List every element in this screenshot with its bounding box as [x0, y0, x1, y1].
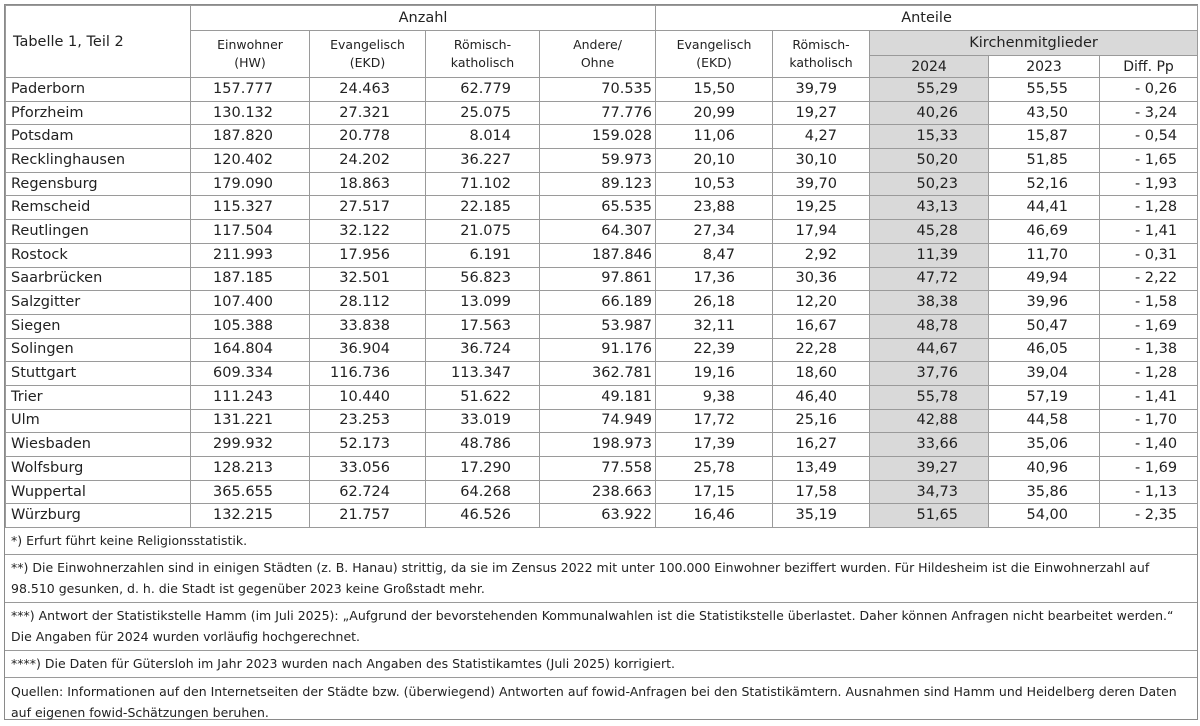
cell-kirchenmitglieder-2023: 55,55 — [989, 78, 1100, 102]
cell-city: Trier — [6, 385, 191, 409]
cell-anteil-evangelisch: 26,18 — [656, 291, 773, 315]
cell-kirchenmitglieder-2023: 57,19 — [989, 385, 1100, 409]
cell-anteil-evangelisch: 22,39 — [656, 338, 773, 362]
cell-anteil-evangelisch: 17,15 — [656, 480, 773, 504]
table-row — [6, 480, 1198, 504]
cell-roemisch-katholisch: 48.786 — [426, 433, 540, 457]
cell-city: Rostock — [6, 243, 191, 267]
cell-evangelisch: 62.724 — [310, 480, 426, 504]
cell-andere-ohne: 238.663 — [540, 480, 656, 504]
cell-kirchenmitglieder-2023: 35,06 — [989, 433, 1100, 457]
cell-andere-ohne: 198.973 — [540, 433, 656, 457]
footnotes — [5, 528, 1197, 677]
cell-diff-pp: - 1,65 — [1100, 149, 1198, 173]
table-body — [6, 78, 1198, 528]
cell-kirchenmitglieder-2024: 48,78 — [870, 314, 989, 338]
table-row — [6, 220, 1198, 244]
cell-diff-pp: - 0,31 — [1100, 243, 1198, 267]
table-row — [6, 125, 1198, 149]
cell-diff-pp: - 1,28 — [1100, 362, 1198, 386]
cell-andere-ohne: 91.176 — [540, 338, 656, 362]
cell-andere-ohne: 65.535 — [540, 196, 656, 220]
cell-diff-pp: - 1,38 — [1100, 338, 1198, 362]
cell-kirchenmitglieder-2023: 51,85 — [989, 149, 1100, 173]
cell-evangelisch: 23.253 — [310, 409, 426, 433]
cell-evangelisch: 24.463 — [310, 78, 426, 102]
cell-diff-pp: - 1,93 — [1100, 172, 1198, 196]
col-header-einwohner: Einwohner (HW) — [191, 31, 310, 78]
footnote-3: ***) Antwort der Statistikstelle Hamm (im Juli 2025): „Aufgrund der bevorstehenden Kommunalwahlen ist die Statistikstelle überlastet. Daher können Anfragen nicht bearbeitet werden.“ Die Angaben für 2024 wurden vorläufig hochgerechnet. — [5, 602, 1197, 650]
cell-city: Salzgitter — [6, 291, 191, 315]
cell-andere-ohne: 70.535 — [540, 78, 656, 102]
cell-kirchenmitglieder-2023: 46,05 — [989, 338, 1100, 362]
cell-city: Wiesbaden — [6, 433, 191, 457]
cell-roemisch-katholisch: 64.268 — [426, 480, 540, 504]
cell-diff-pp: - 1,41 — [1100, 385, 1198, 409]
cell-city: Siegen — [6, 314, 191, 338]
cell-kirchenmitglieder-2023: 52,16 — [989, 172, 1100, 196]
cell-andere-ohne: 77.558 — [540, 457, 656, 481]
cell-anteil-evangelisch: 32,11 — [656, 314, 773, 338]
cell-kirchenmitglieder-2024: 11,39 — [870, 243, 989, 267]
cell-roemisch-katholisch: 22.185 — [426, 196, 540, 220]
cell-city: Remscheid — [6, 196, 191, 220]
cell-kirchenmitglieder-2024: 15,33 — [870, 125, 989, 149]
cell-anteil-evangelisch: 16,46 — [656, 504, 773, 528]
cell-anteil-evangelisch: 17,36 — [656, 267, 773, 291]
cell-diff-pp: - 1,40 — [1100, 433, 1198, 457]
table-row — [6, 149, 1198, 173]
cell-anteil-roemisch: 12,20 — [773, 291, 870, 315]
cell-roemisch-katholisch: 36.227 — [426, 149, 540, 173]
cell-einwohner: 157.777 — [191, 78, 310, 102]
cell-evangelisch: 33.056 — [310, 457, 426, 481]
cell-anteil-roemisch: 46,40 — [773, 385, 870, 409]
cell-kirchenmitglieder-2024: 47,72 — [870, 267, 989, 291]
cell-anteil-roemisch: 30,10 — [773, 149, 870, 173]
cell-anteil-roemisch: 4,27 — [773, 125, 870, 149]
cell-einwohner: 128.213 — [191, 457, 310, 481]
cell-city: Pforzheim — [6, 101, 191, 125]
cell-anteil-evangelisch: 20,99 — [656, 101, 773, 125]
col-header-2024: 2024 — [870, 56, 989, 78]
cell-anteil-roemisch: 19,27 — [773, 101, 870, 125]
cell-anteil-evangelisch: 9,38 — [656, 385, 773, 409]
table-row — [6, 385, 1198, 409]
cell-anteil-roemisch: 16,27 — [773, 433, 870, 457]
cell-evangelisch: 27.321 — [310, 101, 426, 125]
cell-einwohner: 120.402 — [191, 149, 310, 173]
cell-kirchenmitglieder-2024: 37,76 — [870, 362, 989, 386]
cell-evangelisch: 32.122 — [310, 220, 426, 244]
cell-einwohner: 115.327 — [191, 196, 310, 220]
cell-city: Wolfsburg — [6, 457, 191, 481]
table-row — [6, 504, 1198, 528]
cell-anteil-evangelisch: 10,53 — [656, 172, 773, 196]
cell-kirchenmitglieder-2024: 42,88 — [870, 409, 989, 433]
cell-einwohner: 365.655 — [191, 480, 310, 504]
group-header-kirchenmitglieder: Kirchenmitglieder — [870, 31, 1198, 56]
cell-roemisch-katholisch: 21.075 — [426, 220, 540, 244]
cell-evangelisch: 116.736 — [310, 362, 426, 386]
table-row — [6, 172, 1198, 196]
cell-einwohner: 111.243 — [191, 385, 310, 409]
cell-anteil-roemisch: 22,28 — [773, 338, 870, 362]
cell-kirchenmitglieder-2024: 40,26 — [870, 101, 989, 125]
table-row — [6, 267, 1198, 291]
cell-anteil-evangelisch: 17,72 — [656, 409, 773, 433]
cell-diff-pp: - 1,13 — [1100, 480, 1198, 504]
document-frame — [4, 4, 1198, 720]
cell-kirchenmitglieder-2024: 55,78 — [870, 385, 989, 409]
cell-roemisch-katholisch: 36.724 — [426, 338, 540, 362]
cell-evangelisch: 10.440 — [310, 385, 426, 409]
cell-kirchenmitglieder-2023: 40,96 — [989, 457, 1100, 481]
cell-kirchenmitglieder-2023: 49,94 — [989, 267, 1100, 291]
cell-andere-ohne: 362.781 — [540, 362, 656, 386]
cell-city: Solingen — [6, 338, 191, 362]
cell-anteil-evangelisch: 25,78 — [656, 457, 773, 481]
cell-einwohner: 130.132 — [191, 101, 310, 125]
cell-anteil-roemisch: 35,19 — [773, 504, 870, 528]
group-header-anzahl: Anzahl — [191, 6, 656, 31]
cell-roemisch-katholisch: 56.823 — [426, 267, 540, 291]
footnote-2: **) Die Einwohnerzahlen sind in einigen Städten (z. B. Hanau) strittig, da sie im Zensus 2022 mit unter 100.000 Einwohner beziffert wurden. Für Hildesheim ist die Einwohnerzahl auf 98.510 gesunken, d. h. die Stadt ist gegenüber 2023 keine Großstadt mehr. — [5, 554, 1197, 602]
col-header-anteil-roemisch: Römisch- katholisch — [773, 31, 870, 78]
cell-andere-ohne: 64.307 — [540, 220, 656, 244]
cell-kirchenmitglieder-2023: 43,50 — [989, 101, 1100, 125]
cell-roemisch-katholisch: 25.075 — [426, 101, 540, 125]
table-row — [6, 457, 1198, 481]
cell-city: Recklinghausen — [6, 149, 191, 173]
cell-roemisch-katholisch: 113.347 — [426, 362, 540, 386]
cell-kirchenmitglieder-2024: 43,13 — [870, 196, 989, 220]
cell-roemisch-katholisch: 46.526 — [426, 504, 540, 528]
cell-kirchenmitglieder-2024: 51,65 — [870, 504, 989, 528]
cell-city: Würzburg — [6, 504, 191, 528]
col-header-evangelisch: Evangelisch (EKD) — [310, 31, 426, 78]
table-row — [6, 196, 1198, 220]
cell-kirchenmitglieder-2024: 45,28 — [870, 220, 989, 244]
cell-kirchenmitglieder-2023: 39,04 — [989, 362, 1100, 386]
cell-andere-ohne: 66.189 — [540, 291, 656, 315]
cell-anteil-roemisch: 13,49 — [773, 457, 870, 481]
col-header-diff: Diff. Pp — [1100, 56, 1198, 78]
cell-diff-pp: - 1,58 — [1100, 291, 1198, 315]
cell-andere-ohne: 59.973 — [540, 149, 656, 173]
cell-diff-pp: - 1,28 — [1100, 196, 1198, 220]
cell-diff-pp: - 0,54 — [1100, 125, 1198, 149]
cell-kirchenmitglieder-2024: 55,29 — [870, 78, 989, 102]
cell-kirchenmitglieder-2024: 44,67 — [870, 338, 989, 362]
cell-andere-ohne: 63.922 — [540, 504, 656, 528]
cell-evangelisch: 33.838 — [310, 314, 426, 338]
cell-anteil-roemisch: 17,94 — [773, 220, 870, 244]
cell-city: Paderborn — [6, 78, 191, 102]
table-row — [6, 362, 1198, 386]
cell-diff-pp: - 2,22 — [1100, 267, 1198, 291]
cell-kirchenmitglieder-2023: 44,58 — [989, 409, 1100, 433]
cell-city: Ulm — [6, 409, 191, 433]
cell-anteil-roemisch: 30,36 — [773, 267, 870, 291]
cell-anteil-roemisch: 25,16 — [773, 409, 870, 433]
cell-andere-ohne: 77.776 — [540, 101, 656, 125]
footnote-1: *) Erfurt führt keine Religionsstatistik. — [11, 533, 248, 549]
group-header-anteile: Anteile — [656, 6, 1198, 31]
table-row — [6, 409, 1198, 433]
cell-diff-pp: - 1,41 — [1100, 220, 1198, 244]
table-row — [6, 433, 1198, 457]
cell-einwohner: 179.090 — [191, 172, 310, 196]
cell-diff-pp: - 3,24 — [1100, 101, 1198, 125]
cell-anteil-roemisch: 19,25 — [773, 196, 870, 220]
cell-kirchenmitglieder-2023: 39,96 — [989, 291, 1100, 315]
sources-note: Quellen: Informationen auf den Internetseiten der Städte bzw. (überwiegend) Antworten auf fowid-Anfragen bei den Statistikämtern. Ausnahmen sind Hamm und Heidelberg deren Daten auf eigenen fowid-Schätzungen beruhen. — [5, 677, 1197, 726]
table-row — [6, 78, 1198, 102]
cell-roemisch-katholisch: 8.014 — [426, 125, 540, 149]
cell-einwohner: 609.334 — [191, 362, 310, 386]
cell-anteil-roemisch: 39,79 — [773, 78, 870, 102]
cell-anteil-roemisch: 16,67 — [773, 314, 870, 338]
cell-einwohner: 131.221 — [191, 409, 310, 433]
cell-city: Wuppertal — [6, 480, 191, 504]
cell-roemisch-katholisch: 6.191 — [426, 243, 540, 267]
cell-anteil-evangelisch: 19,16 — [656, 362, 773, 386]
cell-city: Saarbrücken — [6, 267, 191, 291]
cell-evangelisch: 17.956 — [310, 243, 426, 267]
cell-diff-pp: - 0,26 — [1100, 78, 1198, 102]
col-header-2023: 2023 — [989, 56, 1100, 78]
cell-diff-pp: - 1,69 — [1100, 457, 1198, 481]
table-row — [6, 291, 1198, 315]
table-row — [6, 338, 1198, 362]
cell-anteil-evangelisch: 27,34 — [656, 220, 773, 244]
cell-anteil-evangelisch: 17,39 — [656, 433, 773, 457]
cell-anteil-evangelisch: 15,50 — [656, 78, 773, 102]
table-row — [6, 243, 1198, 267]
cell-evangelisch: 27.517 — [310, 196, 426, 220]
cell-einwohner: 117.504 — [191, 220, 310, 244]
cell-anteil-roemisch: 39,70 — [773, 172, 870, 196]
cell-einwohner: 107.400 — [191, 291, 310, 315]
cell-einwohner: 164.804 — [191, 338, 310, 362]
cell-kirchenmitglieder-2023: 46,69 — [989, 220, 1100, 244]
cell-roemisch-katholisch: 33.019 — [426, 409, 540, 433]
table-row — [6, 101, 1198, 125]
cell-kirchenmitglieder-2024: 33,66 — [870, 433, 989, 457]
cell-evangelisch: 20.778 — [310, 125, 426, 149]
cell-andere-ohne: 159.028 — [540, 125, 656, 149]
cell-evangelisch: 36.904 — [310, 338, 426, 362]
cell-kirchenmitglieder-2023: 35,86 — [989, 480, 1100, 504]
cell-roemisch-katholisch: 71.102 — [426, 172, 540, 196]
cell-evangelisch: 18.863 — [310, 172, 426, 196]
cell-andere-ohne: 97.861 — [540, 267, 656, 291]
statistics-table — [5, 5, 1198, 528]
cell-evangelisch: 28.112 — [310, 291, 426, 315]
cell-kirchenmitglieder-2023: 54,00 — [989, 504, 1100, 528]
footnote-4: ****) Die Daten für Gütersloh im Jahr 2023 wurden nach Angaben des Statistikamtes (Juli 2025) korrigiert. — [5, 650, 1197, 677]
col-header-andere-ohne: Andere/ Ohne — [540, 31, 656, 78]
cell-diff-pp: - 2,35 — [1100, 504, 1198, 528]
cell-roemisch-katholisch: 51.622 — [426, 385, 540, 409]
cell-roemisch-katholisch: 13.099 — [426, 291, 540, 315]
cell-einwohner: 105.388 — [191, 314, 310, 338]
cell-evangelisch: 52.173 — [310, 433, 426, 457]
cell-kirchenmitglieder-2024: 50,23 — [870, 172, 989, 196]
cell-roemisch-katholisch: 17.563 — [426, 314, 540, 338]
cell-andere-ohne: 49.181 — [540, 385, 656, 409]
cell-anteil-evangelisch: 20,10 — [656, 149, 773, 173]
cell-kirchenmitglieder-2024: 38,38 — [870, 291, 989, 315]
cell-einwohner: 299.932 — [191, 433, 310, 457]
cell-city: Stuttgart — [6, 362, 191, 386]
cell-andere-ohne: 187.846 — [540, 243, 656, 267]
cell-anteil-roemisch: 2,92 — [773, 243, 870, 267]
cell-diff-pp: - 1,70 — [1100, 409, 1198, 433]
cell-anteil-roemisch: 17,58 — [773, 480, 870, 504]
cell-einwohner: 211.993 — [191, 243, 310, 267]
cell-city: Regensburg — [6, 172, 191, 196]
cell-kirchenmitglieder-2024: 50,20 — [870, 149, 989, 173]
cell-evangelisch: 32.501 — [310, 267, 426, 291]
cell-kirchenmitglieder-2024: 39,27 — [870, 457, 989, 481]
cell-kirchenmitglieder-2023: 44,41 — [989, 196, 1100, 220]
cell-city: Potsdam — [6, 125, 191, 149]
cell-andere-ohne: 89.123 — [540, 172, 656, 196]
cell-kirchenmitglieder-2023: 11,70 — [989, 243, 1100, 267]
cell-andere-ohne: 74.949 — [540, 409, 656, 433]
table-title: Tabelle 1, Teil 2 — [6, 6, 191, 78]
cell-evangelisch: 24.202 — [310, 149, 426, 173]
cell-evangelisch: 21.757 — [310, 504, 426, 528]
col-header-roemisch-katholisch: Römisch- katholisch — [426, 31, 540, 78]
cell-roemisch-katholisch: 62.779 — [426, 78, 540, 102]
cell-anteil-evangelisch: 23,88 — [656, 196, 773, 220]
cell-anteil-evangelisch: 8,47 — [656, 243, 773, 267]
cell-kirchenmitglieder-2024: 34,73 — [870, 480, 989, 504]
cell-einwohner: 132.215 — [191, 504, 310, 528]
cell-einwohner: 187.820 — [191, 125, 310, 149]
cell-anteil-evangelisch: 11,06 — [656, 125, 773, 149]
cell-city: Reutlingen — [6, 220, 191, 244]
cell-roemisch-katholisch: 17.290 — [426, 457, 540, 481]
col-header-anteil-evangelisch: Evangelisch (EKD) — [656, 31, 773, 78]
cell-diff-pp: - 1,69 — [1100, 314, 1198, 338]
cell-kirchenmitglieder-2023: 15,87 — [989, 125, 1100, 149]
cell-andere-ohne: 53.987 — [540, 314, 656, 338]
cell-kirchenmitglieder-2023: 50,47 — [989, 314, 1100, 338]
cell-einwohner: 187.185 — [191, 267, 310, 291]
table-row — [6, 314, 1198, 338]
cell-anteil-roemisch: 18,60 — [773, 362, 870, 386]
